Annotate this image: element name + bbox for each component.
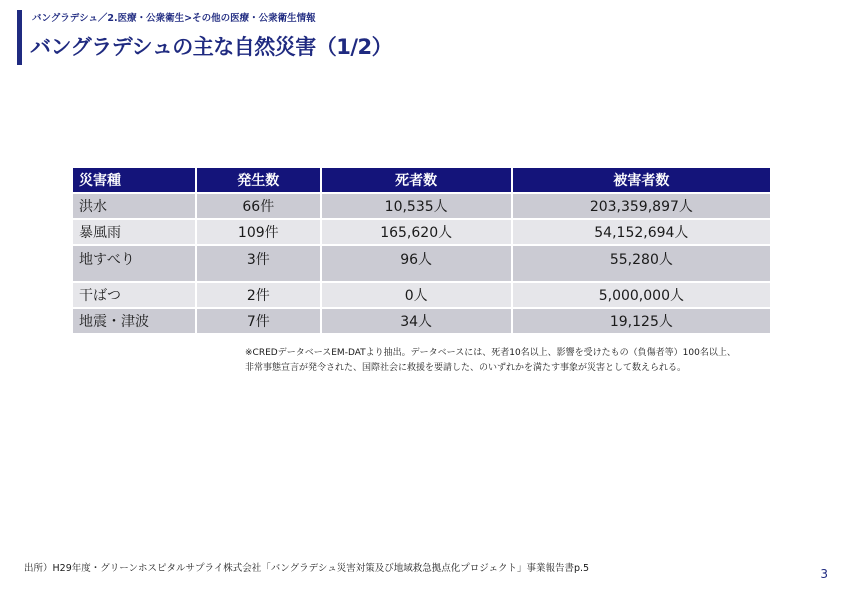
page-number: 3 — [820, 567, 828, 581]
footnote-line: ※CREDデータベースEM-DATより抽出。データベースには、死者10名以上、影響を受けたもの（負傷者等）100名以上、 — [245, 348, 736, 358]
table-cell: 19,125人 — [512, 308, 770, 333]
title-accent-bar — [17, 10, 22, 65]
table-cell: 7件 — [196, 308, 321, 333]
table-cell: 洪水 — [73, 193, 196, 219]
table-cell: 109件 — [196, 219, 321, 245]
table-row — [73, 219, 770, 245]
table-cell: 96人 — [321, 245, 512, 282]
table-cell: 2件 — [196, 282, 321, 308]
table-cell: 34人 — [321, 308, 512, 333]
source-citation: 出所）H29年度・グリーンホスピタルサプライ株式会社「バングラデシュ災害対策及び地域救急拠点化プロジェクト」事業報告書p.5 — [24, 563, 590, 574]
disaster-table — [73, 168, 770, 333]
table-row — [73, 193, 770, 219]
table-footnote — [245, 346, 736, 376]
table-cell: 地すべり — [73, 245, 196, 282]
table-cell: 203,359,897人 — [512, 193, 770, 219]
table-cell: 3件 — [196, 245, 321, 282]
table-cell: 54,152,694人 — [512, 219, 770, 245]
table-cell: 165,620人 — [321, 219, 512, 245]
table-cell: 干ばつ — [73, 282, 196, 308]
table-cell: 0人 — [321, 282, 512, 308]
table-header-row — [73, 168, 770, 193]
header-deaths: 死者数 — [321, 168, 512, 193]
page-title: バングラデシュの主な自然災害（1/2） — [30, 35, 393, 59]
header-occurrences: 発生数 — [196, 168, 321, 193]
table-cell: 66件 — [196, 193, 321, 219]
table-cell: 10,535人 — [321, 193, 512, 219]
table-cell: 55,280人 — [512, 245, 770, 282]
header-disaster-type: 災害種 — [73, 168, 196, 193]
breadcrumb: バングラデシュ／2.医療・公衆衛生>その他の医療・公衆衛生情報 — [32, 13, 316, 24]
footnote-line: 非常事態宣言が発令された、国際社会に救援を要請した、のいずれかを満たす事象が災害として数えられる。 — [245, 363, 687, 373]
table-cell: 暴風雨 — [73, 219, 196, 245]
table-row — [73, 245, 770, 282]
table-cell: 地震・津波 — [73, 308, 196, 333]
table-cell: 5,000,000人 — [512, 282, 770, 308]
table-row — [73, 282, 770, 308]
header-affected: 被害者数 — [512, 168, 770, 193]
table-row — [73, 308, 770, 333]
